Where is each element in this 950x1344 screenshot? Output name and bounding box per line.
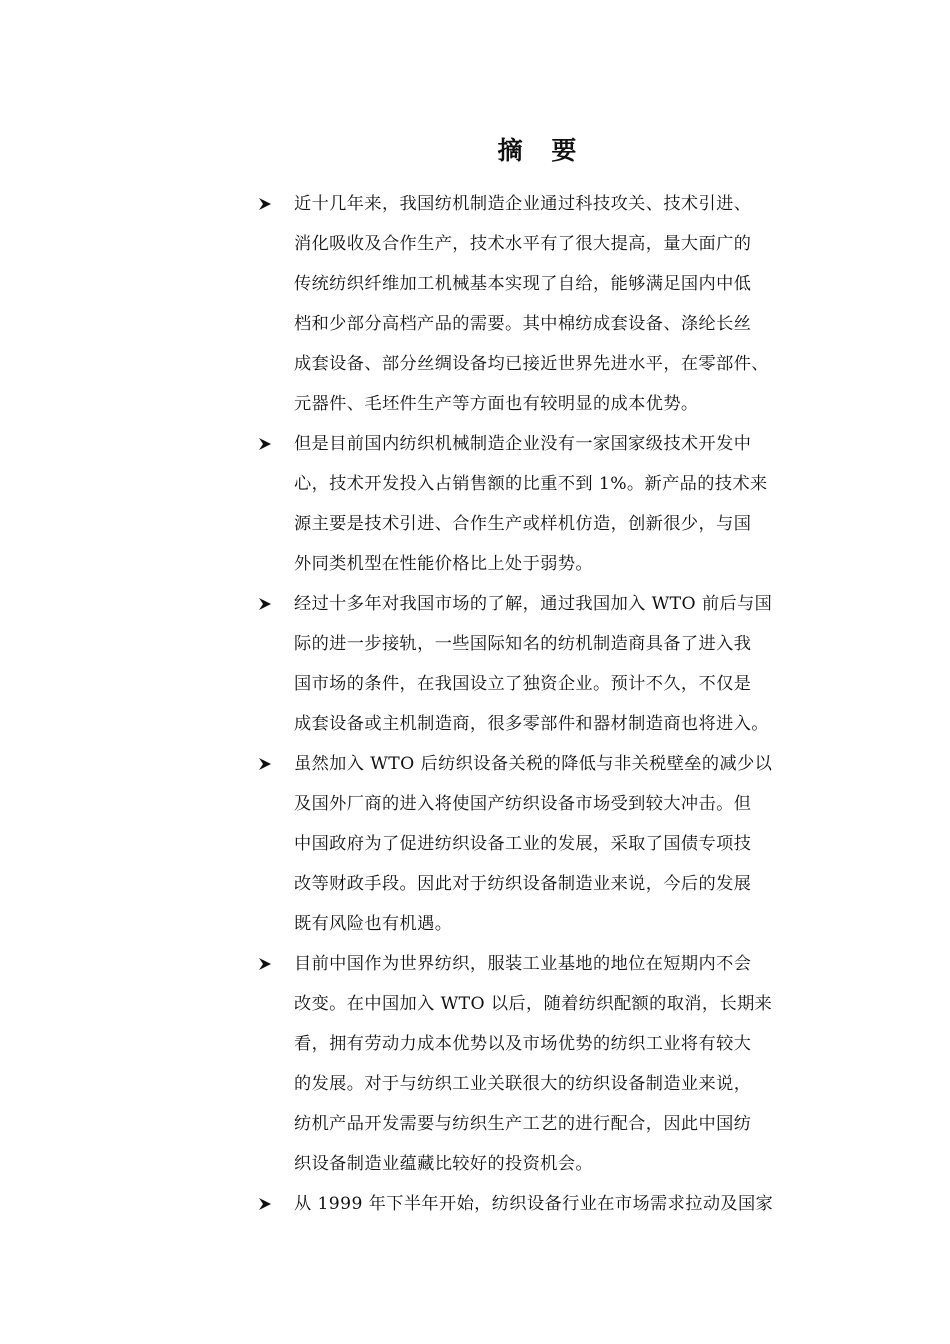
- bullet-paragraph: [258, 944, 818, 1184]
- arrowhead-bullet-icon: [258, 424, 278, 464]
- paragraph-line: 看，拥有劳动力成本优势以及市场优势的纺织工业将有较大: [294, 1034, 752, 1054]
- paragraph-line: 中国政府为了促进纺织设备工业的发展，采取了国债专项技: [294, 834, 752, 854]
- paragraph-line: 消化吸收及合作生产，技术水平有了很大提高，量大面广的: [294, 234, 752, 254]
- paragraph-line: 但是目前国内纺织机械制造企业没有一家国家级技术开发中: [294, 434, 752, 454]
- paragraph-line: 近十几年来，我国纺机制造企业通过科技攻关、技术引进、: [294, 194, 752, 214]
- arrowhead-bullet-icon: [258, 944, 278, 984]
- paragraph-line: 改等财政手段。因此对于纺织设备制造业来说，今后的发展: [294, 874, 752, 894]
- paragraph-line: 外同类机型在性能价格比上处于弱势。: [294, 554, 593, 574]
- arrowhead-bullet-icon: [258, 744, 278, 784]
- bullet-list: [258, 184, 818, 1224]
- paragraph-line: 元器件、毛坯件生产等方面也有较明显的成本优势。: [294, 394, 699, 414]
- paragraph-line: 成套设备、部分丝绸设备均已接近世界先进水平，在零部件、: [294, 354, 769, 374]
- paragraph-line: 虽然加入 WTO 后纺织设备关税的降低与非关税壁垒的减少以: [294, 754, 773, 774]
- arrowhead-bullet-icon: [258, 584, 278, 624]
- bullet-paragraph: [258, 744, 818, 944]
- paragraph-line: 改变。在中国加入 WTO 以后，随着纺织配额的取消，长期来: [294, 994, 773, 1014]
- bullet-paragraph: [258, 184, 818, 424]
- bullet-paragraph: [258, 424, 818, 584]
- paragraph-line: 国市场的条件，在我国设立了独资企业。预计不久，不仅是: [294, 674, 752, 694]
- arrowhead-bullet-icon: [258, 1184, 278, 1224]
- paragraph-line: 成套设备或主机制造商，很多零部件和器材制造商也将进入。: [294, 714, 769, 734]
- paragraph-line: 目前中国作为世界纺织，服装工业基地的地位在短期内不会: [294, 954, 752, 974]
- paragraph-line: 既有风险也有机遇。: [294, 914, 453, 934]
- paragraph-line: 档和少部分高档产品的需要。其中棉纺成套设备、涤纶长丝: [294, 314, 752, 334]
- page-title: 摘 要: [497, 136, 587, 165]
- paragraph-line: 的发展。对于与纺织工业关联很大的纺织设备制造业来说，: [294, 1074, 752, 1094]
- paragraph-line: 源主要是技术引进、合作生产或样机仿造，创新很少，与国: [294, 514, 752, 534]
- paragraph-line: 际的进一步接轨，一些国际知名的纺机制造商具备了进入我: [294, 634, 752, 654]
- bullet-paragraph: [258, 1184, 818, 1224]
- paragraph-line: 心，技术开发投入占销售额的比重不到 1%。新产品的技术来: [294, 474, 768, 494]
- paragraph-line: 从 1999 年下半年开始，纺织设备行业在市场需求拉动及国家: [294, 1194, 774, 1214]
- arrowhead-bullet-icon: [258, 184, 278, 224]
- paragraph-line: 织设备制造业蕴藏比较好的投资机会。: [294, 1154, 593, 1174]
- paragraph-line: 及国外厂商的进入将使国产纺织设备市场受到较大冲击。但: [294, 794, 752, 814]
- bullet-paragraph: [258, 584, 818, 744]
- paragraph-line: 经过十多年对我国市场的了解，通过我国加入 WTO 前后与国: [294, 594, 773, 614]
- paragraph-line: 传统纺织纤维加工机械基本实现了自给，能够满足国内中低: [294, 274, 752, 294]
- paragraph-line: 纺机产品开发需要与纺织生产工艺的进行配合，因此中国纺: [294, 1114, 752, 1134]
